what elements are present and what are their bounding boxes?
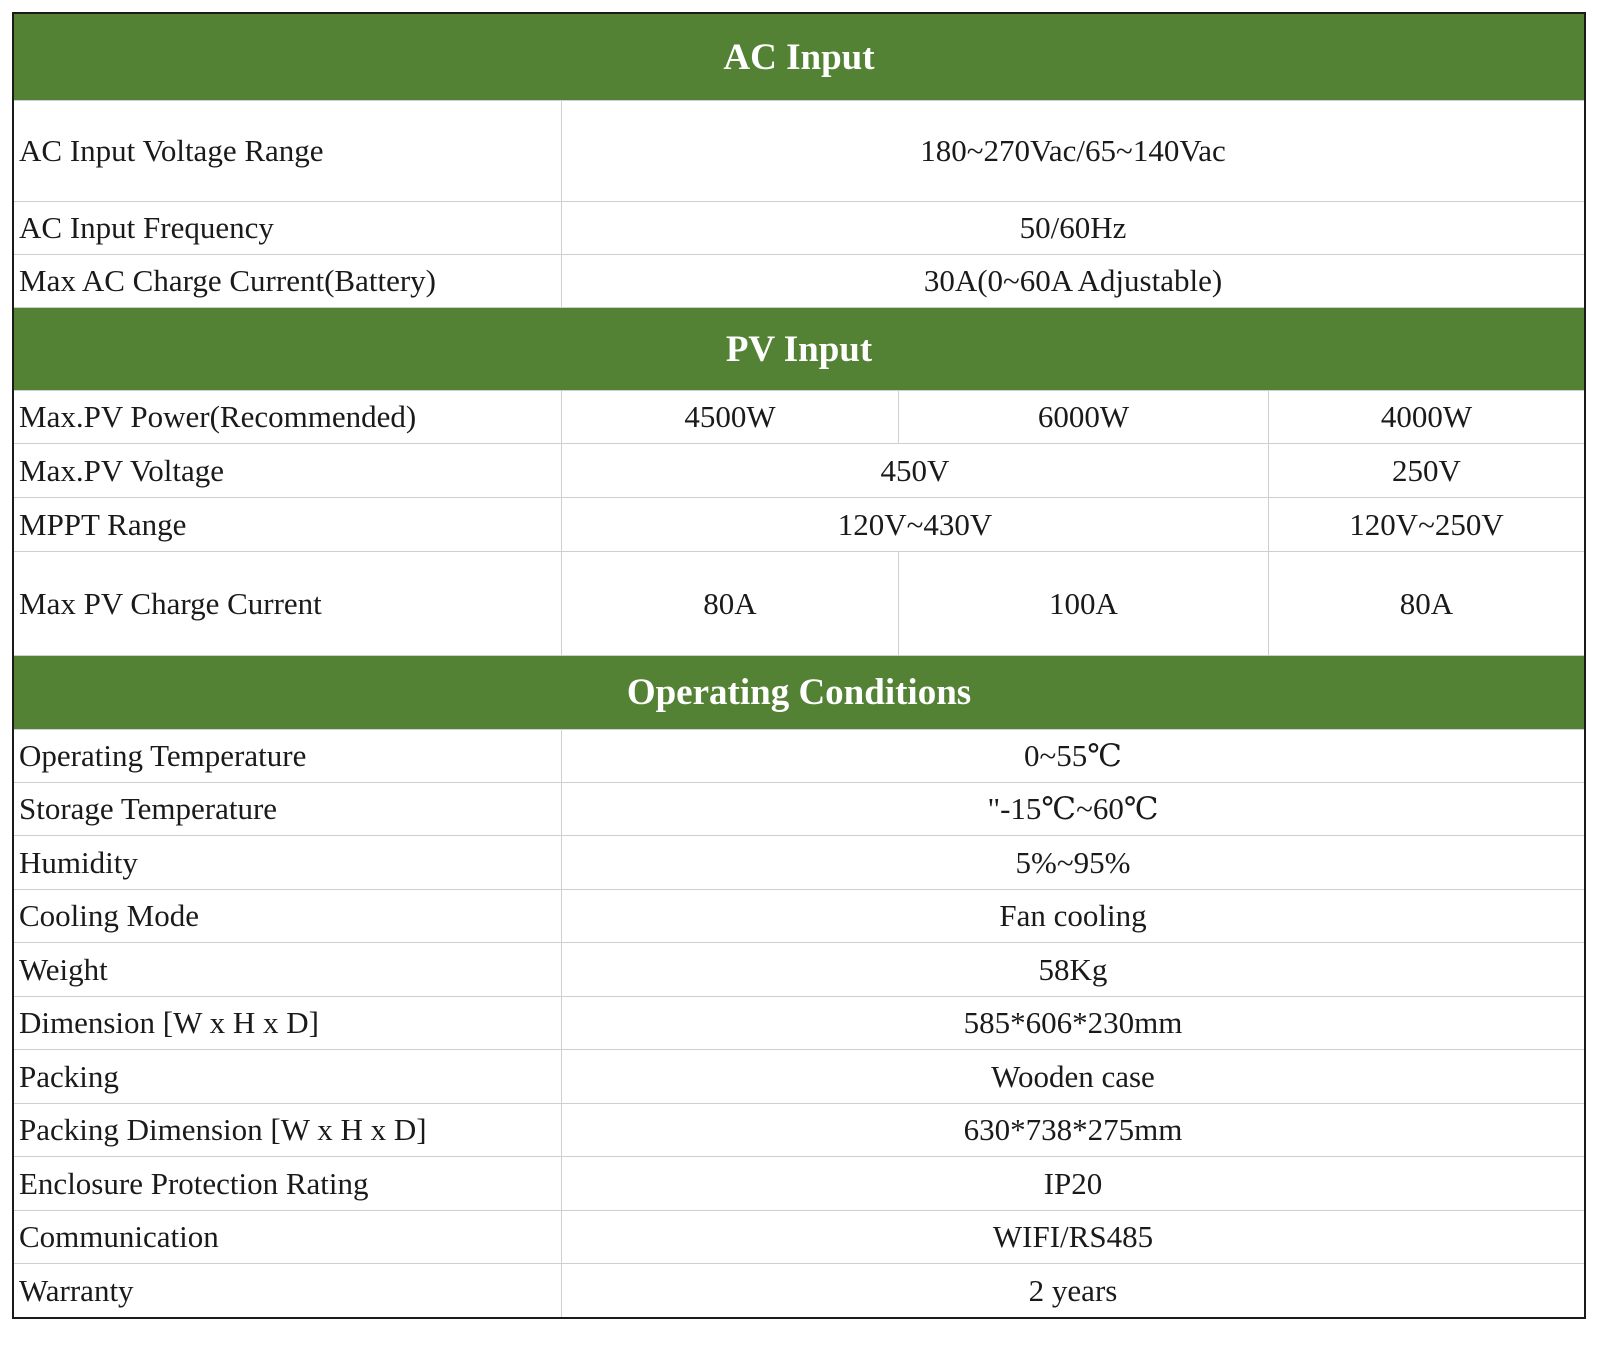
row-value: 30A(0~60A Adjustable) (923, 263, 1223, 298)
row-value: 180~270Vac/65~140Vac (920, 133, 1226, 168)
row-label: Cooling Mode (14, 890, 562, 942)
row-value: 120V~430V (837, 506, 993, 542)
table-row (14, 202, 1584, 255)
row-value: 630*738*275mm (963, 1112, 1183, 1147)
row-label: Max AC Charge Current(Battery) (14, 255, 562, 307)
row-value: 6000W (898, 391, 1268, 443)
row-value: 4500W (684, 399, 776, 434)
section-header-operating-conditions: Operating Conditions (14, 656, 1584, 730)
table-row (14, 890, 1584, 943)
table-row (14, 552, 1584, 656)
row-label: Packing Dimension [W x H x D] (14, 1104, 562, 1156)
section-header-pv-input: PV Input (14, 308, 1584, 391)
row-label: MPPT Range (14, 498, 562, 551)
table-row (14, 1211, 1584, 1264)
table-row (14, 1104, 1584, 1157)
row-label: Max.PV Voltage (14, 444, 562, 497)
row-value: "-15℃~60℃ (987, 791, 1159, 826)
row-label: Storage Temperature (14, 783, 562, 835)
row-value: IP20 (1043, 1165, 1103, 1201)
row-value: 100A (898, 552, 1268, 655)
row-value: 5%~95% (1015, 844, 1131, 880)
table-row (14, 498, 1584, 552)
row-value: 2 years (1028, 1272, 1118, 1308)
spec-table (12, 12, 1586, 1319)
table-row (14, 943, 1584, 997)
row-label: Enclosure Protection Rating (14, 1157, 562, 1210)
row-label: Operating Temperature (14, 730, 562, 782)
row-label: AC Input Frequency (14, 202, 562, 254)
row-label: AC Input Voltage Range (14, 101, 562, 201)
table-row (14, 1264, 1584, 1317)
row-value: WIFI/RS485 (992, 1219, 1154, 1254)
row-label: Communication (14, 1211, 562, 1263)
table-row (14, 836, 1584, 890)
table-row (14, 444, 1584, 498)
row-label: Weight (14, 943, 562, 996)
section-header-ac-input: AC Input (14, 14, 1584, 101)
table-row (14, 997, 1584, 1050)
row-value: 4000W (1268, 391, 1584, 443)
row-value: 0~55℃ (1024, 738, 1122, 773)
row-value: 250V (1268, 444, 1584, 497)
row-label: Max PV Charge Current (14, 552, 562, 655)
row-value: Fan cooling (999, 898, 1147, 933)
row-value: 58Kg (1038, 951, 1108, 987)
table-row (14, 101, 1584, 202)
row-value: 80A (1268, 552, 1584, 655)
row-value: 450V (880, 452, 950, 488)
table-row (14, 1157, 1584, 1211)
row-label: Humidity (14, 836, 562, 889)
row-label: Max.PV Power(Recommended) (14, 391, 562, 443)
row-value: Wooden case (991, 1058, 1155, 1094)
row-value: 120V~250V (1268, 498, 1584, 551)
row-value: 50/60Hz (1019, 210, 1127, 245)
row-value: 80A (703, 585, 757, 621)
table-row (14, 391, 1584, 444)
row-label: Dimension [W x H x D] (14, 997, 562, 1049)
row-value: 585*606*230mm (963, 1005, 1183, 1040)
table-row (14, 255, 1584, 308)
table-row (14, 783, 1584, 836)
table-row (14, 730, 1584, 783)
row-label: Packing (14, 1050, 562, 1103)
table-row (14, 1050, 1584, 1104)
row-label: Warranty (14, 1264, 562, 1317)
